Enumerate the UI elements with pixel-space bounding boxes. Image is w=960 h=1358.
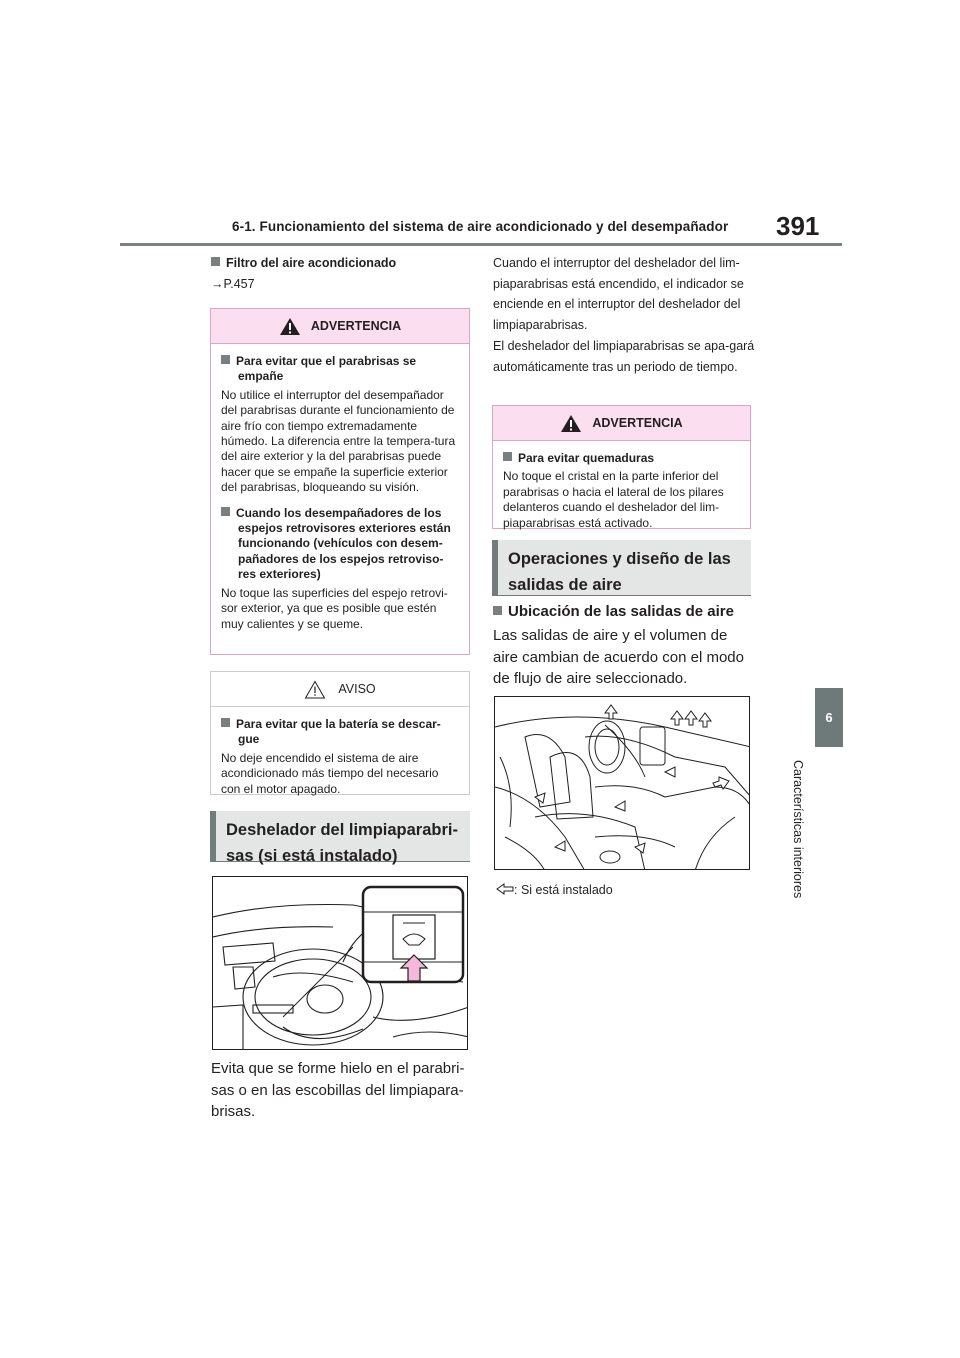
section-header-deicer: Deshelador del limpiaparabri-sas (si está instalado) [210,811,470,862]
warning-box-header: ADVERTENCIA [493,406,750,441]
chapter-number: 6 [825,710,833,725]
section-title: 6-1. Funcionamiento del sistema de aire acondicionado y del desempañador [232,219,729,234]
outlets-location-heading: Ubicación de las salidas de aire [493,603,734,620]
notice-item-text: No deje encendido el sistema de aire acondicionado más tiempo del necesario con el motor apagado. [221,750,439,796]
outlets-description: Las salidas de aire y el volumen de aire cambian de acuerdo con el modo de flujo de aire seleccionado. [493,627,744,687]
filter-reference-link[interactable]: →P.457 [211,277,255,291]
filter-heading: Filtro del aire acondicionado [211,253,396,273]
warning-item-title: Cuando los desempañadores de los espejos retrovisores exteriores están funcionando (vehículos con desem-pañadores de los espejos retroviso-res exteriores) [221,506,459,583]
notice-box-battery [210,671,470,795]
optional-arrow-icon [496,883,514,895]
air-outlets-illustration [494,696,750,870]
bullet-square-icon [211,257,220,266]
warning-item-title: Para evitar quemaduras [503,451,740,466]
warning-item-text: No toque el cristal en la parte inferior del parabrisas o hacia el lateral de los pilares delanteros cuando el deshelador del lim-piaparabrisas está activado. [503,469,724,530]
warning-item-text: No utilice el interruptor del desempañador del parabrisas durante el funcionamiento de aire frío con tiempo extremadamente húmedo. La diferencia entre la tempera-tura del aire exterior y la del parabrisas puede hacer que se empañe la superficie exterior del parabrisas, bloqueando su visión. [221,387,456,495]
warning-item-title: Para evitar que el parabrisas se empañe [221,354,459,385]
warning-box-burns [492,405,751,529]
section-header-air-outlets: Operaciones y diseño de las salidas de aire [492,540,751,596]
legend-installed: : Si está instalado [496,883,613,897]
warning-item-text: No toque las superficies del espejo retrovi-sor exterior, ya que es posible que estén muy calientes y se queme. [221,585,448,631]
header-rule [120,243,842,246]
cabin-interior-drawing [495,697,750,870]
bullet-square-icon [493,606,502,615]
dashboard-switch-drawing [213,877,468,1050]
deicer-paragraph-2: El deshelador del limpiaparabrisas se apa-gará automáticamente tras un periodo de tiempo. [493,339,755,374]
deicer-paragraph-1: Cuando el interruptor del deshelador del lim-piaparabrisas está encendido, el indicador se enciende en el interruptor del deshelador del limpiaparabrisas. [493,256,744,332]
deicer-switch-illustration [212,876,468,1050]
warning-box-condensation [210,308,470,655]
notice-box-header: AVISO [211,672,469,707]
bullet-square-icon [221,718,230,727]
chapter-label: Características interiores [791,760,805,899]
bullet-square-icon [503,452,512,461]
warning-box-header: ADVERTENCIA [211,309,469,344]
notice-item-title: Para evitar que la batería se descar-gue [221,717,459,748]
deicer-description: Evita que se forme hielo en el parabri-sas o en las escobillas del limpiapara-brisas. [211,1060,465,1120]
chapter-tab[interactable] [815,688,843,747]
warning-triangle-icon [279,317,301,336]
bullet-square-icon [221,507,230,516]
caution-triangle-icon [304,680,326,699]
page-number: 391 [776,211,820,241]
warning-triangle-icon [560,414,582,433]
bullet-square-icon [221,355,230,364]
